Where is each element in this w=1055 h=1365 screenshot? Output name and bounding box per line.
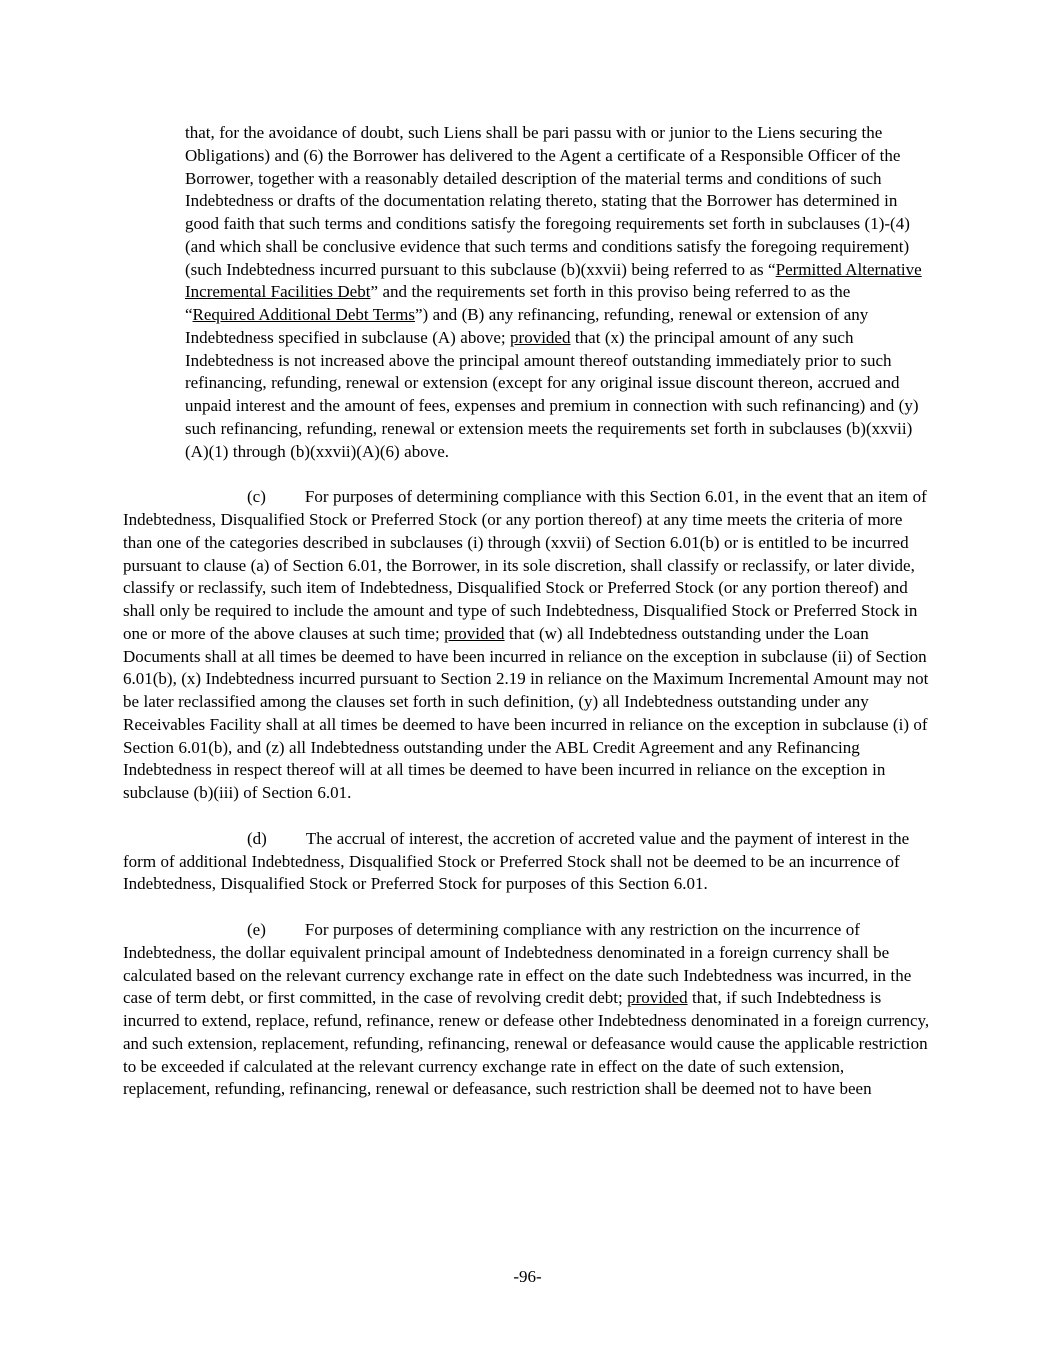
text-segment: that (w) all Indebtedness outstanding under the Loan Documents shall at all times be deemed to have been incurred in reliance on the exception in subclause (ii) of Section 6.01(b), (x) Indebtedness incurred pursuant to Section 2.19 in reliance on the Maximum Incremental Amount may not be later reclassified among the clauses set forth in such definition, (y) all Indebtedness outstanding under any Receivables Facility shall at all times be deemed to have been incurred in reliance on the exception in subclause (i) of Section 6.01(b), and (z) all Indebtedness outstanding under the ABL Credit Agreement and any Refinancing Indebtedness in respect thereof will at all times be deemed to have been incurred in reliance on the exception in subclause (b)(iii) of Section 6.01. — [123, 623, 929, 802]
defined-term-required-additional-debt-terms: Required Additional Debt Terms — [192, 305, 415, 324]
paragraph-label: (d) — [247, 828, 267, 848]
text-segment: that, for the avoidance of doubt, such Liens shall be pari passu with or junior to the Liens securing the Obligations) and (6) the Borrower has delivered to the Agent a certificate of a Responsible Officer of the Borrower, together with a reasonably detailed description of the material terms and conditions of such Indebtedness or drafts of the documentation relating thereto, stating that the Borrower has determined in good faith that such terms and conditions satisfy the foregoing requirements set forth in subclauses (1)-(4) (and which shall be conclusive evidence that such terms and conditions satisfy the foregoing requirement) (such Indebtedness incurred pursuant to this subclause (b)(xxvii) being referred to as “ — [185, 123, 910, 279]
provided-term: provided — [510, 327, 571, 347]
text-segment: that, if such Indebtedness is incurred to extend, replace, refund, refinance, renew or defease other Indebtedness denominated in a foreign currency, and such extension, replacement, refunding, refinancing, renewal or defeasance would cause the applicable restriction to be exceeded if calculated at the relevant currency exchange rate in effect on the date of such extension, replacement, refunding, refinancing, renewal or defeasance, such restriction shall be deemed not to have been — [123, 988, 930, 1099]
paragraph-label: (e) — [247, 920, 266, 939]
text-segment: For purposes of determining compliance with this Section 6.01, in the event that an item of Indebtedness, Disqualified Stock or Preferred Stock (or any portion thereof) at any time meets the criteria of more than one of the categories described in subclauses (i) through (xxvii) of Section 6.01(b) or is entitled to be incurred pursuant to clause (a) of Section 6.01, the Borrower, in its sole discretion, shall classify or reclassify, or later divide, classify or reclassify, such item of Indebtedness, Disqualified Stock or Preferred Stock (or any portion thereof) and shall only be required to include the amount and type of such Indebtedness, Disqualified Stock or Preferred Stock in one or more of the above clauses at such time; — [123, 487, 927, 643]
text-segment: For purposes of determining compliance with any restriction on the incurrence of Indebtedness, the dollar equivalent principal amount of Indebtedness denominated in a foreign currency shall be calculated based on the relevant currency exchange rate in effect on the date such Indebtedness was incurred, in the case of term debt, or first committed, in the case of revolving credit debt; — [123, 920, 912, 1008]
page-number: -96- — [513, 1267, 542, 1286]
paragraph-e — [123, 919, 930, 1101]
text-segment: that (x) the principal amount of any such Indebtedness is not increased above the principal amount thereof outstanding immediately prior to such refinancing, refunding, renewal or extension (except for any original issue discount thereon, accrued and unpaid interest and the amount of fees, expenses and premium in connection with such refinancing) and (y) such refinancing, refunding, renewal or extension meets the requirements set forth in subclauses (b)(xxvii)(A)(1) through (b)(xxvii)(A)(6) above. — [185, 327, 919, 461]
provided-term: provided — [444, 623, 505, 643]
paragraph-label: (c) — [247, 487, 266, 507]
paragraph-subclause-continuation — [185, 122, 922, 463]
text-segment: The accrual of interest, the accretion of accreted value and the payment of interest in the form of additional Indebtedness, Disqualified Stock or Preferred Stock shall not be deemed to be an incurrence of Indebtedness, Disqualified Stock or Preferred Stock for purposes of this Section 6.01. — [123, 828, 910, 894]
paragraph-d — [123, 828, 930, 896]
text-segment: ” and the requirements set forth in this proviso being referred to as the “ — [185, 282, 851, 324]
text-segment: ”) and (B) any refinancing, refunding, renewal or extension of any Indebtedness specified in subclause (A) above; — [185, 305, 869, 347]
provided-term: provided — [627, 988, 688, 1008]
paragraph-c — [123, 486, 930, 805]
defined-term-permitted-alternative-incremental-facilities-debt: Permitted Alternative Incremental Facilities Debt — [185, 259, 922, 302]
